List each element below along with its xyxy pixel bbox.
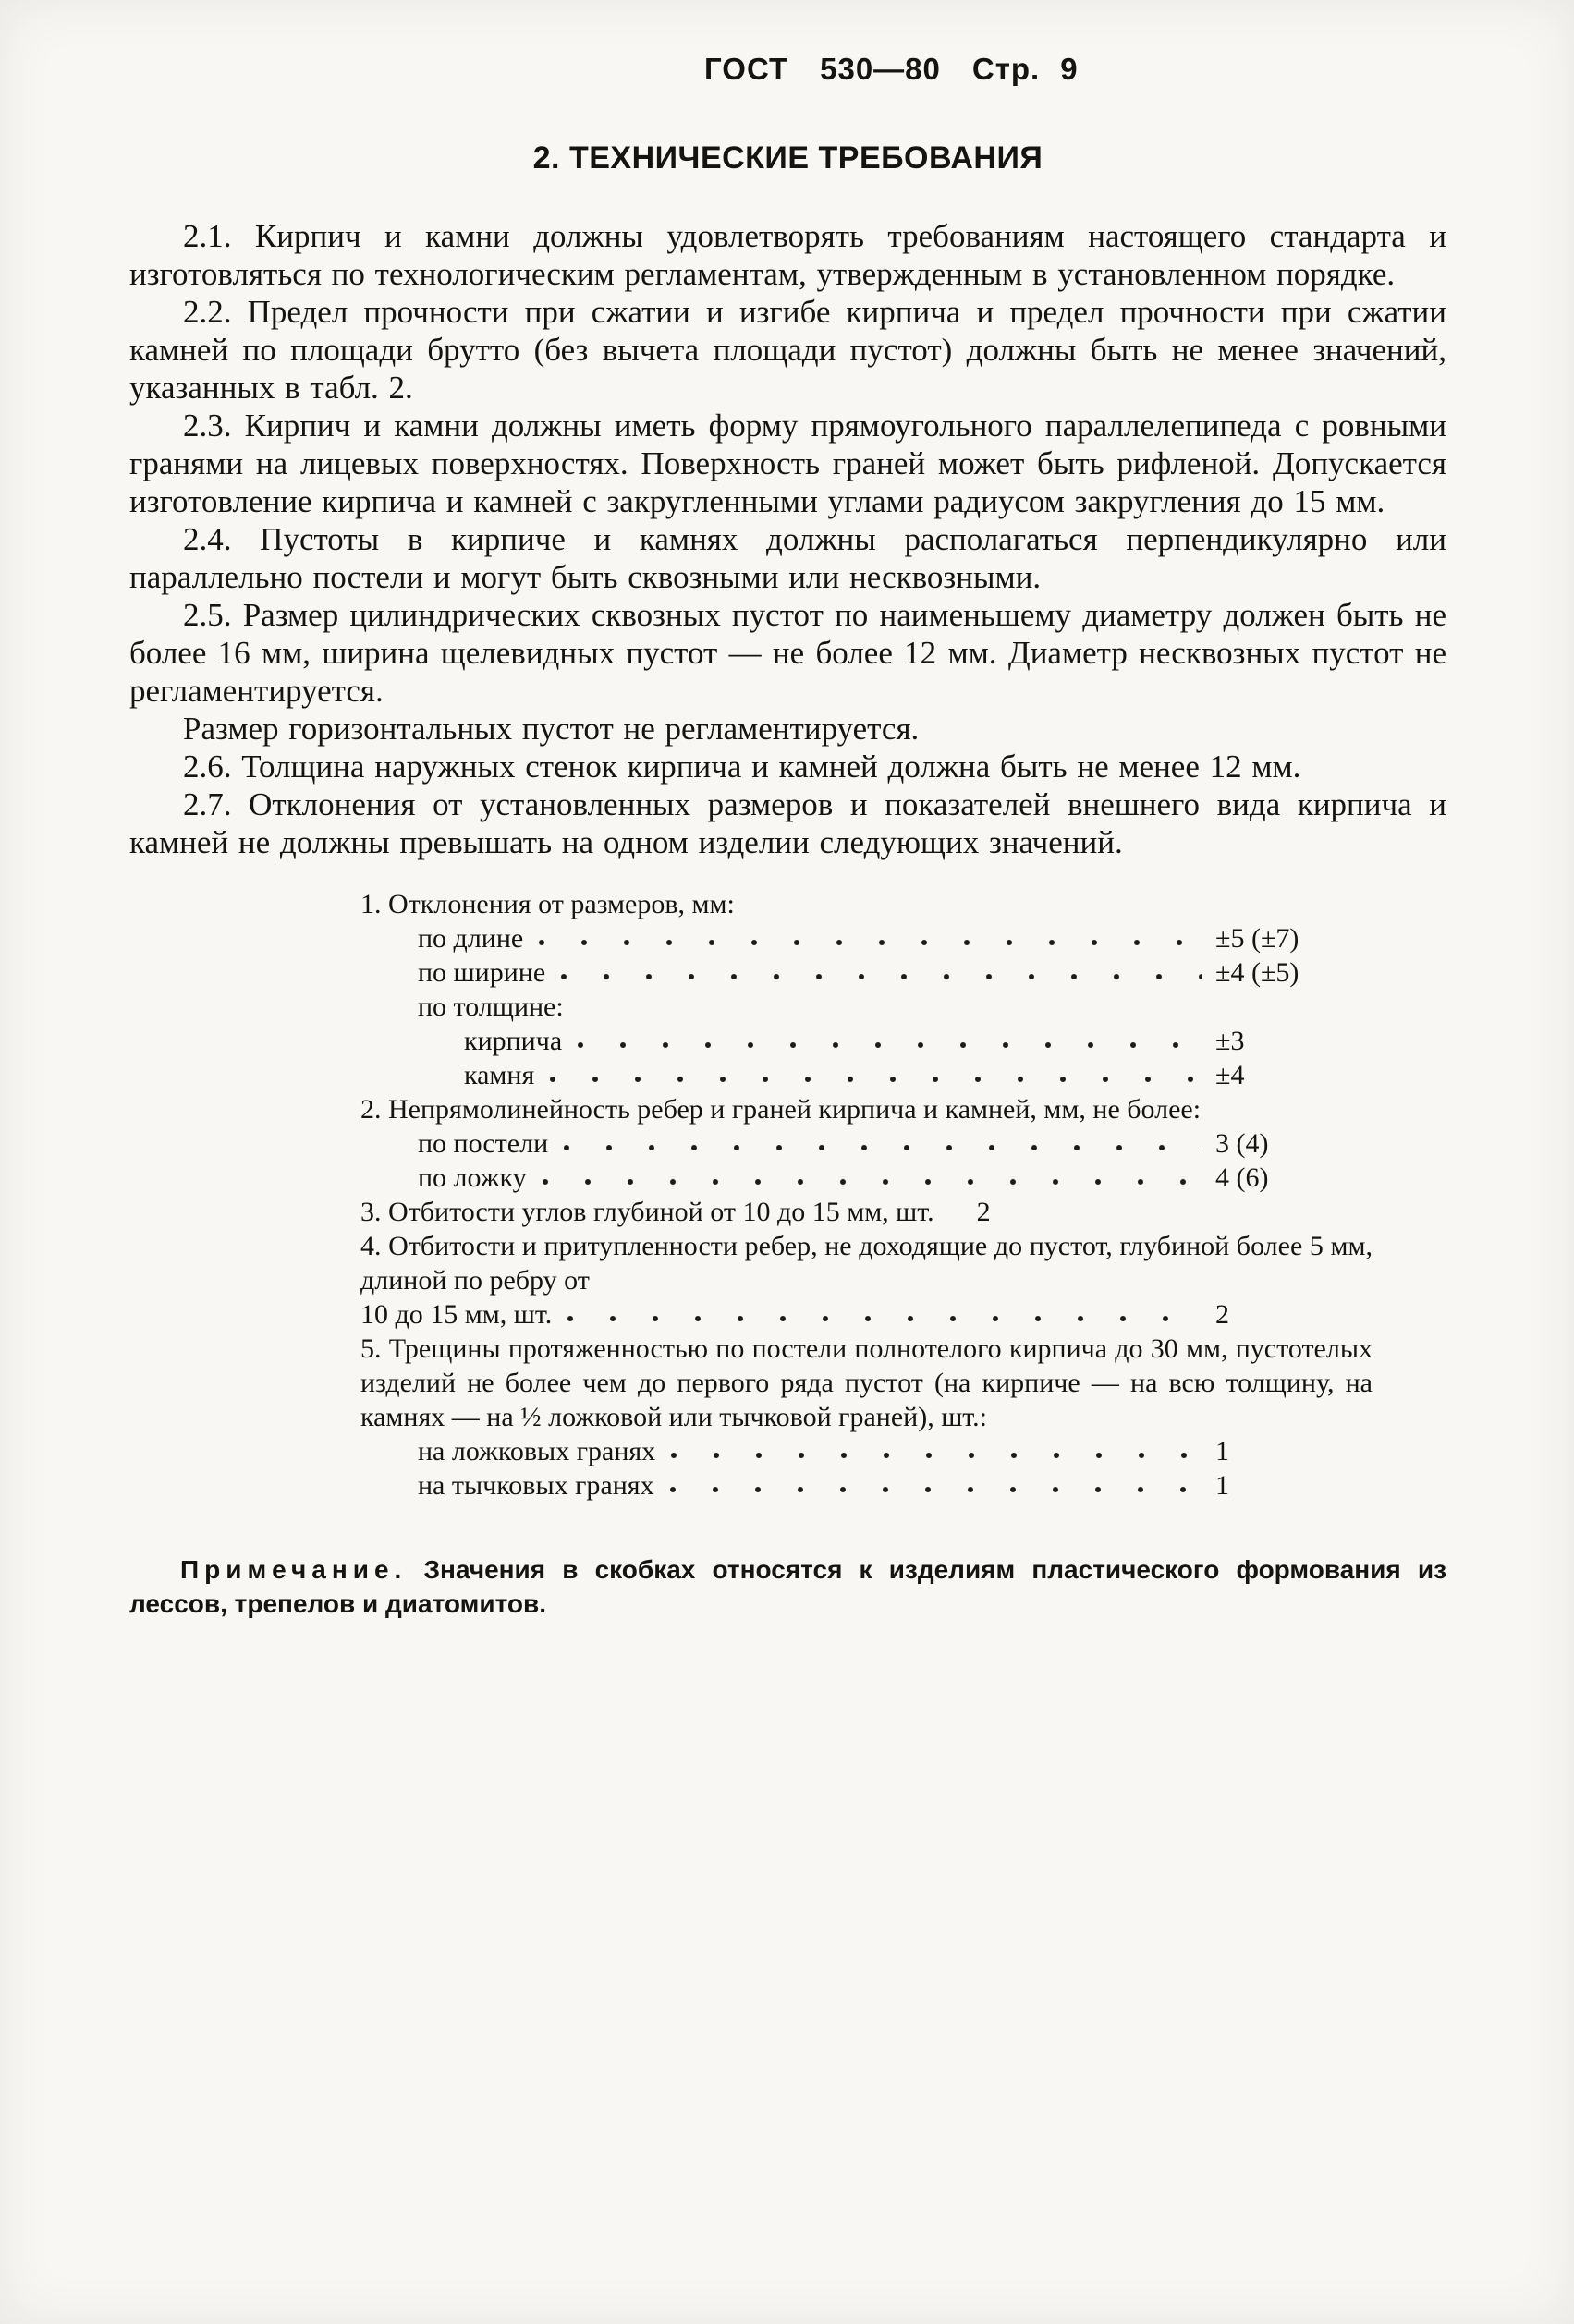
deviation-spec-list [360, 887, 1373, 1503]
dot-leader [669, 1468, 1202, 1503]
spec-item-2-heading: 2. Непрямолинейность ребер и граней кирпича и камней, мм, не более: [360, 1094, 1202, 1125]
spec-value: 1 [1215, 1436, 1229, 1466]
spec-line-stretcher [360, 1161, 1373, 1195]
spec-value: ±5 (±7) [1215, 923, 1299, 954]
spec-line-brick-thickness [360, 1024, 1373, 1058]
spec-label: 10 до 15 мм, шт. [360, 1299, 553, 1330]
paragraph-2-7: 2.7. Отклонения от установленных размеров и показателей внешнего вида кирпича и камней не должны превышать на одном изделии следующих значений. [129, 786, 1446, 860]
page-number-group [972, 52, 1079, 87]
spec-line-stone-thickness [360, 1058, 1373, 1092]
spec-value: ±4 [1215, 1060, 1245, 1090]
note [129, 1552, 1446, 1621]
paragraph-2-2: 2.2. Предел прочности при сжатии и изгибе кирпича и предел прочности при сжатии камней по площади брутто (без вычета площади пустот) должны быть не менее значений, указанных в табл. 2. [129, 294, 1446, 406]
spec-value: ±3 [1215, 1026, 1245, 1056]
dot-leader [577, 1024, 1202, 1058]
spec-item-1-heading: 1. Отклонения от размеров, мм: [360, 889, 735, 919]
paragraph-2-5: 2.5. Размер цилиндрических сквозных пустот по наименьшему диаметру должен быть не более 16 мм, ширина щелевидных пустот — не более 12 мм. Диаметр несквозных пустот не регламентируется. [129, 597, 1446, 709]
note-text: Значения в скобках относятся к изделиям пластического формования из лессов, трепелов и диатомитов. [129, 1555, 1446, 1618]
spec-value: 4 (6) [1215, 1162, 1269, 1193]
spec-value: 2 [976, 1197, 991, 1227]
dot-leader [549, 1058, 1202, 1092]
spec-item-4-text: 4. Отбитости и притупленности ребер, не доходящие до пустот, глубиной более 5 мм, длиной по ребру от [360, 1231, 1373, 1296]
spec-label: на тычковых гранях [418, 1470, 654, 1501]
spec-line-width [360, 955, 1373, 990]
section-title: 2. ТЕХНИЧЕСКИЕ ТРЕБОВАНИЯ [532, 140, 1043, 176]
spec-item-4-tail [360, 1297, 1373, 1332]
paragraph-2-4: 2.4. Пустоты в кирпиче и камнях должны располагаться перпендикулярно или параллельно постели и могут быть сквозными или несквозными. [129, 521, 1446, 595]
paragraph-2-6: 2.6. Толщина наружных стенок кирпича и камней должна быть не менее 12 мм. [183, 748, 1301, 785]
spec-thickness-heading: по толщине: [418, 992, 564, 1022]
spec-line-header-faces [360, 1468, 1373, 1503]
spec-label: по длине [418, 923, 524, 954]
spec-value: ±4 (±5) [1215, 957, 1299, 988]
page-label: Стр. [971, 52, 1041, 86]
spec-line-bed [360, 1126, 1373, 1161]
dot-leader [563, 1126, 1202, 1161]
spec-item-3 [360, 1195, 1373, 1229]
dot-leader [560, 955, 1202, 990]
dot-leader [567, 1297, 1202, 1332]
standard-name: ГОСТ [704, 52, 789, 86]
spec-value: 3 (4) [1215, 1128, 1269, 1159]
page-number: 9 [1060, 52, 1079, 86]
spec-label: камня [464, 1060, 535, 1090]
spec-label: по постели [418, 1128, 549, 1159]
spec-item-5-text: 5. Трещины протяженностью по постели полнотелого кирпича до 30 мм, пустотелых изделий не более чем до первого ряда пустот (на кирпиче — на всю толщину, на камнях — на ½ ложковой или тычковой граней), шт.: [360, 1333, 1373, 1432]
dot-leader [538, 921, 1202, 955]
spec-label: кирпича [464, 1026, 563, 1056]
spec-label: на ложковых гранях [418, 1436, 656, 1466]
paragraph-2-1: 2.1. Кирпич и камни должны удовлетворять требованиям настоящего стандарта и изготовляться по технологическим регламентам, утвержденным в установленном порядке. [129, 218, 1446, 292]
paragraph-horizontal-voids: Размер горизонтальных пустот не регламентируется. [183, 711, 920, 747]
spec-label: по ширине [418, 957, 546, 988]
paragraph-2-3: 2.3. Кирпич и камни должны иметь форму прямоугольного параллелепипеда с ровными гранями на лицевых поверхностях. Поверхность граней может быть рифленой. Допускается изготовление кирпича и камней с закругленными углами радиусом закругления до 15 мм. [129, 408, 1446, 519]
spec-line-stretcher-faces [360, 1434, 1373, 1468]
dot-leader [670, 1434, 1202, 1468]
spec-item-3-text: 3. Отбитости углов глубиной от 10 до 15 мм, шт. [360, 1197, 934, 1227]
note-label: Примечание. [180, 1555, 408, 1584]
dot-leader [542, 1161, 1202, 1195]
spec-label: по ложку [418, 1162, 527, 1193]
spec-value: 2 [1215, 1299, 1229, 1330]
standard-number: 530—80 [820, 52, 941, 86]
spec-value: 1 [1215, 1470, 1229, 1501]
page-header [704, 52, 1079, 87]
spec-line-length [360, 921, 1373, 955]
